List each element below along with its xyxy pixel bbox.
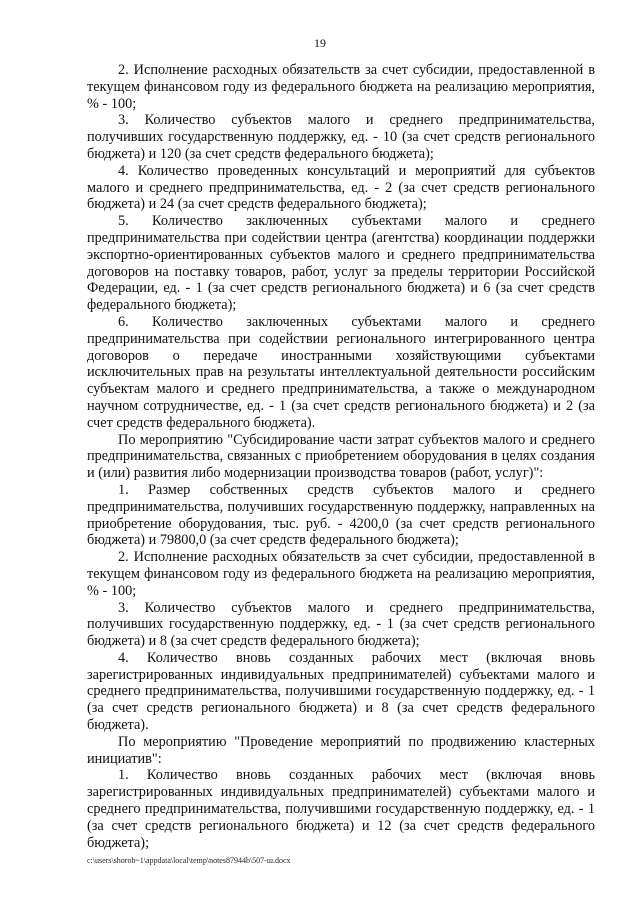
paragraph: 2. Исполнение расходных обязательств за счет субсидии, предоставленной в текущем финансовом году из федерального бюджета на реализацию мероприятия, % - 100;: [87, 549, 595, 599]
paragraph: 4. Количество проведенных консультаций и мероприятий для субъектов малого и среднего предпринимательства, ед. - 2 (за счет средств регионального бюджета) и 24 (за счет средств федерального бюджета);: [87, 162, 595, 213]
document-body: [87, 62, 595, 851]
page-number: 19: [314, 36, 326, 50]
paragraph: 3. Количество субъектов малого и среднего предпринимательства, получивших государственную поддержку, ед. - 10 (за счет средств регионального бюджета) и 120 (за счет средств федерального бюджета);: [87, 112, 595, 162]
paragraph: По мероприятию "Субсидирование части затрат субъектов малого и среднего предпринимательства, связанных с приобретением оборудования в целях создания и (или) развития либо модернизации производства товаров (работ, услуг)":: [87, 431, 595, 482]
paragraph: 6. Количество заключенных субъектами малого и среднего предпринимательства при содействии регионального интегрированного центра договоров о передаче иностранными хозяйствующими субъектами исключительных прав на результаты интеллектуальной деятельности российским субъектам малого и среднего предпринимательства, а также о международном научном сотрудничестве, ед. - 1 (за счет средств регионального бюджета) и 2 (за счет средств федерального бюджета).: [87, 313, 595, 431]
paragraph: 1. Количество вновь созданных рабочих мест (включая вновь зарегистрированных индивидуальных предпринимателей) субъектами малого и среднего предпринимательства, получившими государственную поддержку, ед. - 1 (за счет средств регионального бюджета) и 12 (за счет средств федерального бюджета);: [87, 767, 595, 851]
footer-file-path: c:\users\shorob~1\appdata\local\temp\notes87944b\507-ш.docx: [87, 856, 291, 865]
paragraph: По мероприятию "Проведение мероприятий по продвижению кластерных инициатив":: [87, 733, 595, 767]
paragraph: 3. Количество субъектов малого и среднего предпринимательства, получивших государственную поддержку, ед. - 1 (за счет средств регионального бюджета) и 8 (за счет средств федерального бюджета);: [87, 599, 595, 650]
paragraph: 5. Количество заключенных субъектами малого и среднего предпринимательства при содействии центра (агентства) координации поддержки экспортно-ориентированных субъектов малого и среднего предпринимательства договоров на поставку товаров, работ, услуг за пределы территории Российской Федерации, ед. - 1 (за счет средств регионального бюджета) и 6 (за счет средств федерального бюджета);: [87, 213, 595, 314]
paragraph: 4. Количество вновь созданных рабочих мест (включая вновь зарегистрированных индивидуальных предпринимателей) субъектами малого и среднего предпринимательства, получившими государственную поддержку, ед. - 1 (за счет средств регионального бюджета) и 8 (за счет средств федерального бюджета).: [87, 649, 595, 734]
paragraph: 2. Исполнение расходных обязательств за счет субсидии, предоставленной в текущем финансовом году из федерального бюджета на реализацию мероприятия, % - 100;: [87, 62, 595, 112]
paragraph: 1. Размер собственных средств субъектов малого и среднего предпринимательства, получивших государственную поддержку, направленных на приобретение оборудования, тыс. руб. - 4200,0 (за счет средств регионального бюджета) и 79800,0 (за счет средств федерального бюджета);: [87, 481, 595, 549]
